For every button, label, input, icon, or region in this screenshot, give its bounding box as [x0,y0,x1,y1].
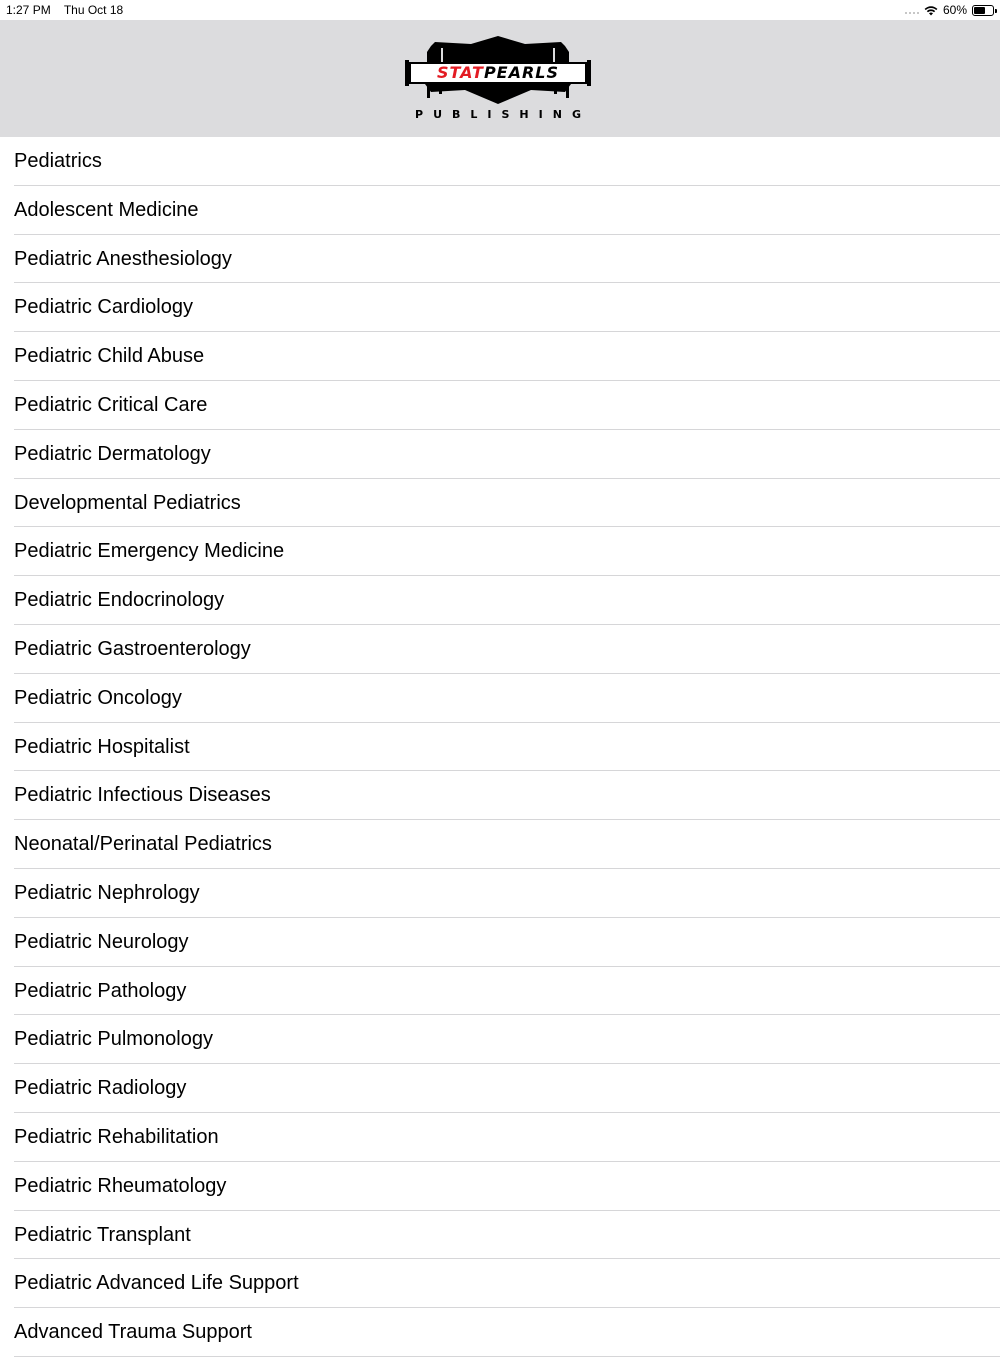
statpearls-logo [405,34,591,124]
list-item[interactable]: Pediatric Critical Care [0,381,1000,430]
status-time: 1:27 PM [6,3,51,17]
list-item[interactable]: Pediatric Endocrinology [0,576,1000,625]
battery-percent: 60% [942,3,967,17]
list-item[interactable]: Neonatal/Perinatal Pediatrics [0,820,1000,869]
list-item[interactable]: Pediatric Infectious Diseases [0,771,1000,820]
status-time-date [6,0,133,20]
battery-icon [972,5,994,16]
list-item[interactable]: Pediatrics [0,137,1000,186]
status-indicators [905,0,994,20]
list-item[interactable]: Pediatric Advanced Life Support [0,1259,1000,1308]
list-item[interactable]: Pediatric Neurology [0,918,1000,967]
logo-wordmark [409,62,587,84]
list-item[interactable]: Pediatric Hospitalist [0,723,1000,772]
status-bar [0,0,1000,20]
list-item[interactable]: Pediatric Cardiology [0,283,1000,332]
list-item[interactable]: Pediatric Pulmonology [0,1015,1000,1064]
status-date: Thu Oct 18 [63,3,124,17]
cellular-signal-icon [905,0,919,20]
specialty-list [0,137,1000,1357]
logo-word-pearls: PEARLS [483,63,560,82]
list-item[interactable]: Pediatric Child Abuse [0,332,1000,381]
list-item[interactable]: Advanced Trauma Support [0,1308,1000,1357]
logo-word-stat: STAT [436,63,484,82]
list-item[interactable]: Pediatric Rheumatology [0,1162,1000,1211]
list-item[interactable]: Pediatric Dermatology [0,430,1000,479]
list-item[interactable]: Pediatric Radiology [0,1064,1000,1113]
list-item[interactable]: Pediatric Oncology [0,674,1000,723]
list-item[interactable]: Developmental Pediatrics [0,479,1000,528]
list-item[interactable]: Pediatric Transplant [0,1211,1000,1260]
app-header [0,20,1000,137]
list-item[interactable]: Pediatric Anesthesiology [0,235,1000,284]
list-item[interactable]: Adolescent Medicine [0,186,1000,235]
list-item[interactable]: Pediatric Nephrology [0,869,1000,918]
logo-subtitle: PUBLISHING [415,108,591,121]
wifi-icon [924,5,938,16]
list-item[interactable]: Pediatric Gastroenterology [0,625,1000,674]
battery-fill [974,7,985,14]
list-item[interactable]: Pediatric Rehabilitation [0,1113,1000,1162]
list-item[interactable]: Pediatric Pathology [0,967,1000,1016]
list-item[interactable]: Pediatric Emergency Medicine [0,527,1000,576]
